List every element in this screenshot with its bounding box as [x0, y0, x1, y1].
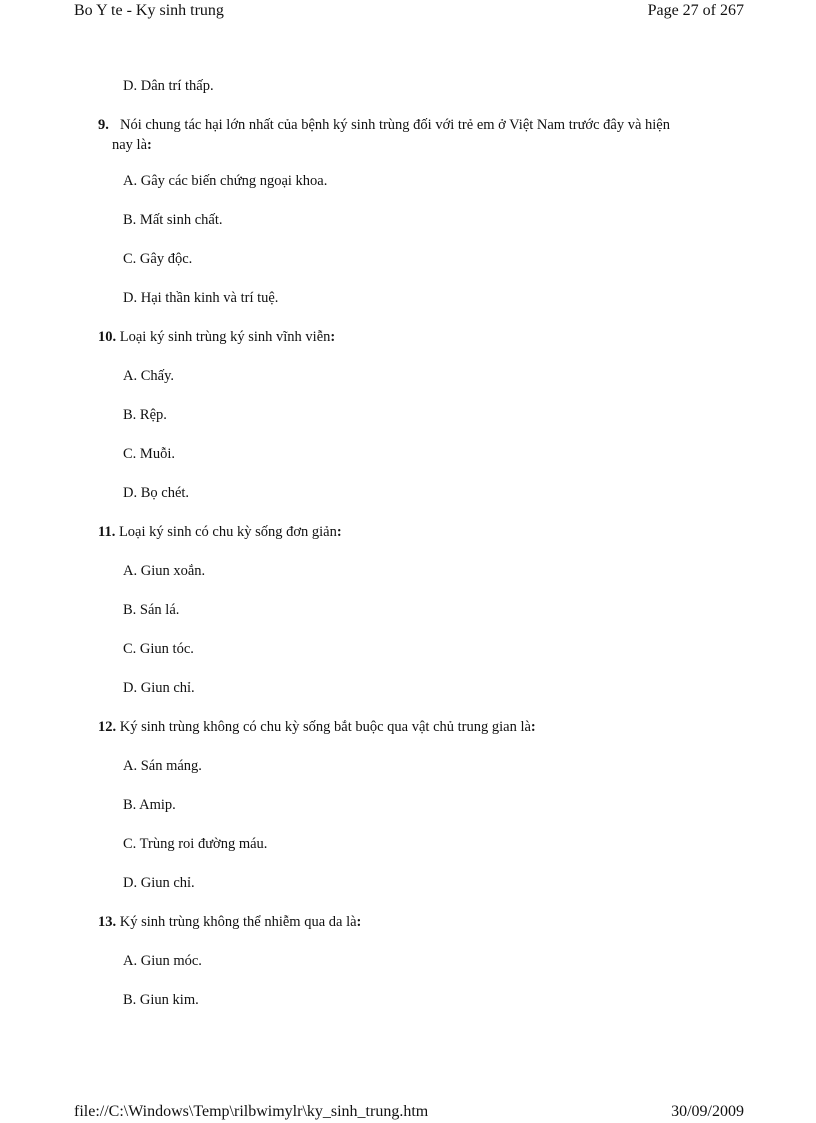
question-number: 11. — [98, 524, 116, 540]
question-11 — [98, 522, 738, 542]
option-a: A. Chấy. — [123, 368, 175, 384]
question-colon: : — [356, 914, 362, 930]
question-12 — [98, 717, 738, 737]
question-number: 13. — [98, 914, 117, 930]
document-body — [0, 76, 816, 1029]
option-c: C. Trùng roi đường máu. — [123, 836, 268, 852]
question-colon: : — [530, 719, 536, 735]
question-13 — [98, 912, 738, 932]
print-date: 30/09/2009 — [671, 1103, 744, 1120]
question-number: 12. — [98, 719, 117, 735]
question-number: 9. — [98, 117, 109, 133]
option-d: D. Hại thần kinh và trí tuệ. — [123, 290, 279, 306]
option-d: D. Giun chỉ. — [123, 680, 195, 696]
option-b: B. Sán lá. — [123, 602, 180, 618]
question-text: Loại ký sinh có chu kỳ sống đơn giản — [118, 524, 337, 540]
page-number: Page 27 of 267 — [647, 2, 744, 19]
option-c: C. Gây độc. — [123, 251, 193, 267]
option-a: A. Gây các biến chứng ngoại khoa. — [123, 173, 328, 189]
header-title: Bo Y te - Ky sinh trung — [74, 2, 224, 19]
option-c: C. Giun tóc. — [123, 641, 194, 657]
option-b: B. Mất sinh chất. — [123, 212, 223, 228]
file-path: file://C:\Windows\Temp\rilbwimylr\ky_sinh_trung.htm — [74, 1103, 429, 1120]
option-b: B. Amip. — [123, 797, 176, 813]
question-text-line1: Nói chung tác hại lớn nhất của bệnh ký sinh trùng đối với trẻ em ở Việt Nam trước đây và hiện — [120, 117, 670, 133]
option-a: A. Giun móc. — [123, 953, 202, 969]
option-prev-d: D. Dân trí thấp. — [123, 78, 214, 94]
question-colon: : — [336, 524, 342, 540]
option-b: B. Rệp. — [123, 407, 167, 423]
option-a: A. Giun xoắn. — [123, 563, 206, 579]
question-text-line2 — [98, 135, 738, 155]
question-text: Ký sinh trùng không có chu kỳ sống bắt buộc qua vật chủ trung gian là — [119, 719, 531, 735]
question-colon: : — [330, 329, 336, 345]
question-text-cont: nay là — [112, 137, 148, 153]
question-colon: : — [147, 137, 152, 153]
question-text: Ký sinh trùng không thể nhiễm qua da là — [119, 914, 357, 930]
question-text: Loại ký sinh trùng ký sinh vĩnh viễn — [119, 329, 331, 345]
question-9 — [98, 115, 738, 155]
option-d: D. Bọ chét. — [123, 485, 190, 501]
option-c: C. Muỗi. — [123, 446, 175, 462]
question-number: 10. — [98, 329, 117, 345]
option-d: D. Giun chỉ. — [123, 875, 195, 891]
option-b: B. Giun kim. — [123, 992, 199, 1008]
option-a: A. Sán máng. — [123, 758, 202, 774]
question-10 — [98, 327, 738, 347]
